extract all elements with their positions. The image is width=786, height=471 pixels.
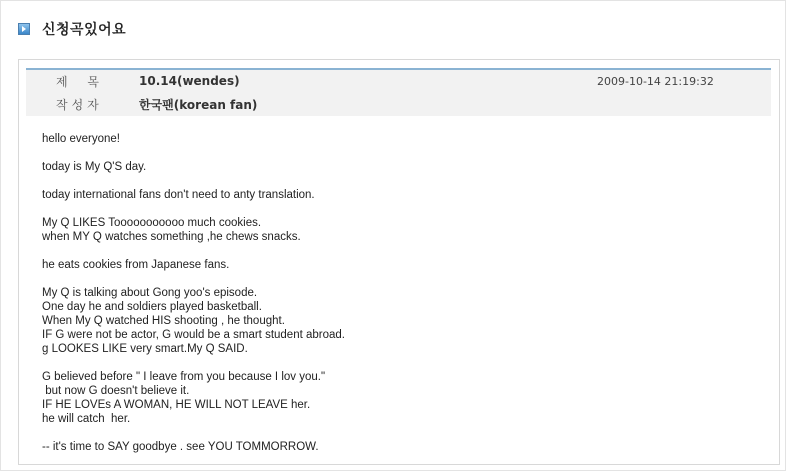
post-body — [42, 132, 762, 468]
body-paragraph — [42, 160, 762, 174]
body-paragraph — [42, 216, 762, 244]
body-paragraph — [42, 188, 762, 202]
body-line: G believed before " I leave from you because I lov you." — [42, 371, 326, 383]
page-title: 신청곡있어요 — [42, 22, 127, 38]
post-subject: 10.14(wendes) — [139, 74, 240, 88]
page-header — [18, 18, 126, 40]
body-line: he eats cookies from Japanese fans. — [42, 259, 230, 271]
body-line: My Q is talking about Gong yoo's episode. — [42, 287, 258, 299]
body-line: hello everyone! — [42, 133, 120, 145]
body-line: One day he and soldiers played basketball. — [42, 301, 262, 313]
body-paragraph — [42, 132, 762, 146]
subject-label: 제 목 — [56, 74, 107, 89]
body-line: but now G doesn't believe it. — [42, 385, 190, 397]
arrow-bullet-icon — [18, 23, 30, 35]
body-line: My Q LIKES Tooooooooooo much cookies. — [42, 217, 262, 229]
body-paragraph — [42, 370, 762, 426]
body-line: IF G were not be actor, G would be a smart student abroad. — [42, 329, 345, 341]
body-line: when MY Q watches something ,he chews snacks. — [42, 231, 301, 243]
body-paragraph — [42, 258, 762, 272]
subject-row — [26, 70, 771, 92]
body-line: IF HE LOVEs A WOMAN, HE WILL NOT LEAVE her. — [42, 399, 311, 411]
post-author[interactable]: 한국팬(korean fan) — [139, 97, 258, 112]
body-paragraph — [42, 440, 762, 454]
post-view — [18, 59, 780, 465]
author-label: 작성자 — [56, 97, 103, 112]
body-line: today international fans don't need to anty translation. — [42, 189, 315, 201]
post-meta — [26, 70, 771, 116]
body-line: When My Q watched HIS shooting , he thought. — [42, 315, 285, 327]
author-row — [26, 93, 771, 115]
body-paragraph — [42, 286, 762, 356]
post-datetime: 2009-10-14 21:19:32 — [597, 74, 714, 88]
body-line: g LOOKES LIKE very smart.My Q SAID. — [42, 343, 248, 355]
body-line: today is My Q'S day. — [42, 161, 147, 173]
body-line: he will catch her. — [42, 413, 131, 425]
body-line: -- it's time to SAY goodbye . see YOU TOMMORROW. — [42, 441, 319, 453]
